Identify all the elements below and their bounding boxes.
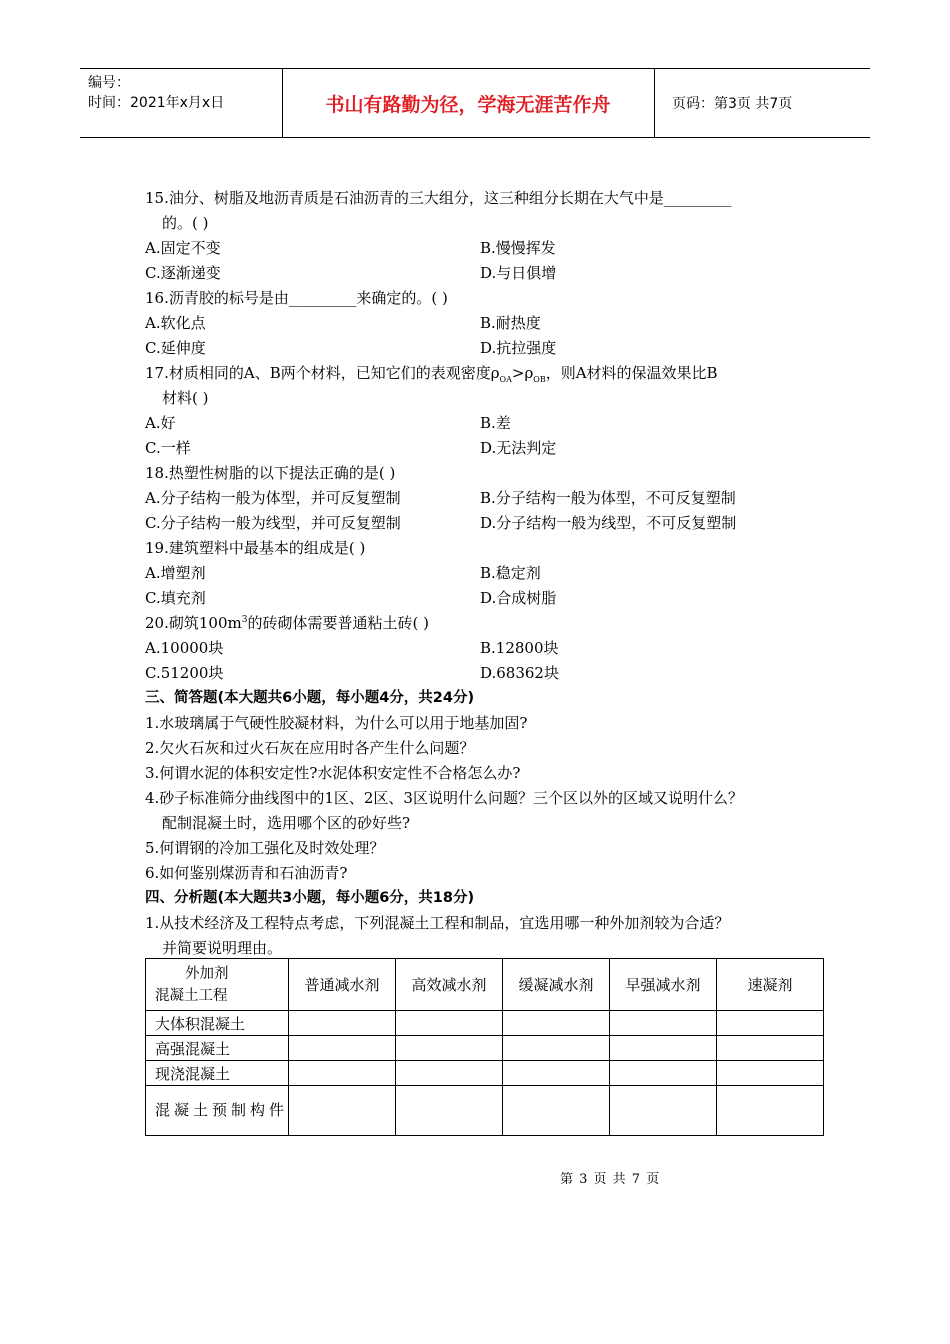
option: B.慢慢挥发 [480, 239, 556, 257]
column-header: 早强减水剂 [610, 959, 717, 1011]
table-cell [717, 1036, 824, 1061]
question-15: 15.油分、树脂及地沥青质是石油沥青的三大组分，这三种组分长期在大气中是_________ [145, 189, 732, 207]
table-cell [610, 1036, 717, 1061]
option: B.耐热度 [480, 314, 541, 332]
analysis-1: 1.从技术经济及工程特点考虑，下列混凝土工程和制品，宜选用哪一种外加剂较为合适？ [145, 914, 730, 932]
option: D.合成树脂 [480, 589, 557, 607]
column-header: 速凝剂 [717, 959, 824, 1011]
question-19: 19.建筑塑料中最基本的组成是( ) [145, 539, 366, 557]
table-cell [503, 1036, 610, 1061]
options-row [145, 261, 815, 286]
exam-content [145, 186, 815, 961]
column-header: 普通减水剂 [289, 959, 396, 1011]
options-row [145, 411, 815, 436]
row-header: 混凝土预制构件 [146, 1086, 289, 1136]
options-row [145, 336, 815, 361]
option: D.68362块 [480, 664, 559, 682]
table-cell [289, 1011, 396, 1036]
table-cell [717, 1061, 824, 1086]
options-row [145, 636, 815, 661]
option: B.分子结构一般为体型，不可反复塑制 [480, 489, 736, 507]
short-answer-4: 4.砂子标准筛分曲线图中的1区、2区、3区说明什么问题？三个区以外的区域又说明什么？ [145, 789, 743, 807]
question-17-cont: 材料( ) [162, 389, 209, 407]
table-row [146, 1011, 824, 1036]
header-meta [80, 69, 283, 137]
header-motto: 书山有路勤为径，学海无涯苦作舟 [282, 69, 655, 137]
question-15-cont: 的。( ) [162, 214, 209, 232]
page-header [80, 68, 870, 138]
short-answer-3: 3.何谓水泥的体积安定性?水泥体积安定性不合格怎么办? [145, 764, 521, 782]
table-cell [503, 1086, 610, 1136]
short-answer-5: 5.何谓钢的冷加工强化及时效处理？ [145, 839, 385, 857]
table-corner-cell [146, 959, 289, 1011]
table-cell [610, 1011, 717, 1036]
question-20-text-a: 20.砌筑100m [145, 614, 242, 632]
option: C.51200块 [145, 664, 224, 682]
options-row [145, 511, 815, 536]
table-row [146, 1036, 824, 1061]
table-row [146, 1061, 824, 1086]
subscript-ob: OB [533, 375, 546, 384]
page-footer: 第 3 页 共 7 页 [560, 1172, 661, 1187]
table-cell [610, 1086, 717, 1136]
date-label: 时间：2021年x月x日 [88, 95, 225, 111]
table-cell [610, 1061, 717, 1086]
option: A.软化点 [145, 314, 206, 332]
question-20-text-b: 的砖砌体需要普通粘土砖( ) [247, 614, 429, 632]
table-cell [717, 1011, 824, 1036]
question-17-text-b: >ρ [511, 364, 534, 382]
page-label-text: 页码：第3页 共7页 [672, 96, 793, 112]
table-cell [396, 1061, 503, 1086]
options-row [145, 436, 815, 461]
question-16: 16.沥青胶的标号是由_________来确定的。( ) [145, 289, 448, 307]
section-3-title: 三、简答题(本大题共6小题，每小题4分，共24分) [145, 690, 475, 706]
short-answer-1: 1.水玻璃属于气硬性胶凝材料，为什么可以用于地基加固? [145, 714, 528, 732]
option: D.抗拉强度 [480, 339, 557, 357]
table-cell [289, 1036, 396, 1061]
option: A.分子结构一般为体型，并可反复塑制 [145, 489, 401, 507]
row-header: 大体积混凝土 [146, 1011, 289, 1036]
option: C.逐渐递变 [145, 264, 221, 282]
option: C.分子结构一般为线型，并可反复塑制 [145, 514, 401, 532]
option: C.延伸度 [145, 339, 206, 357]
row-header: 现浇混凝土 [146, 1061, 289, 1086]
option: C.一样 [145, 439, 191, 457]
options-row [145, 661, 815, 686]
table-cell [396, 1036, 503, 1061]
table-cell [396, 1011, 503, 1036]
table-cell [396, 1086, 503, 1136]
admixture-table [145, 958, 824, 1136]
option: D.无法判定 [480, 439, 557, 457]
question-18: 18.热塑性树脂的以下提法正确的是( ) [145, 464, 396, 482]
options-row [145, 311, 815, 336]
option: D.分子结构一般为线型，不可反复塑制 [480, 514, 737, 532]
table-cell [289, 1061, 396, 1086]
short-answer-4-cont: 配制混凝土时，选用哪个区的砂好些? [162, 814, 411, 832]
option: B.差 [480, 414, 511, 432]
option: A.增塑剂 [145, 564, 206, 582]
short-answer-6: 6.如何鉴别煤沥青和石油沥青? [145, 864, 348, 882]
option: A.好 [145, 414, 176, 432]
corner-top: 外加剂 [185, 965, 229, 982]
options-row [145, 561, 815, 586]
question-17-text-c: ，则A材料的保温效果比B [545, 364, 718, 382]
column-header: 高效减水剂 [396, 959, 503, 1011]
table-header-row [146, 959, 824, 1011]
table-cell [503, 1061, 610, 1086]
option: A.固定不变 [145, 239, 221, 257]
option: B.12800块 [480, 639, 559, 657]
question-20 [145, 611, 815, 636]
table-row [146, 1086, 824, 1136]
options-row [145, 586, 815, 611]
option: B.稳定剂 [480, 564, 541, 582]
superscript-3: 3 [241, 615, 248, 625]
table-cell [503, 1011, 610, 1036]
options-row [145, 486, 815, 511]
row-header: 高强混凝土 [146, 1036, 289, 1061]
option: C.填充剂 [145, 589, 206, 607]
corner-bottom: 混凝土工程 [155, 987, 228, 1004]
question-17-text-a: 17.材质相同的A、B两个材料，已知它们的表观密度ρ [145, 364, 500, 382]
subscript-oa: OA [499, 375, 512, 384]
section-4-title: 四、分析题(本大题共3小题，每小题6分，共18分) [145, 890, 475, 906]
short-answer-2: 2.欠火石灰和过火石灰在应用时各产生什么问题？ [145, 739, 475, 757]
table-cell [717, 1086, 824, 1136]
option: A.10000块 [145, 639, 224, 657]
option: D.与日俱增 [480, 264, 557, 282]
options-row [145, 236, 815, 261]
question-17 [145, 361, 815, 386]
analysis-1-cont: 并简要说明理由。 [162, 939, 283, 957]
table-cell [289, 1086, 396, 1136]
code-label: 编号： [88, 75, 130, 91]
header-page-label [664, 69, 870, 137]
column-header: 缓凝减水剂 [503, 959, 610, 1011]
